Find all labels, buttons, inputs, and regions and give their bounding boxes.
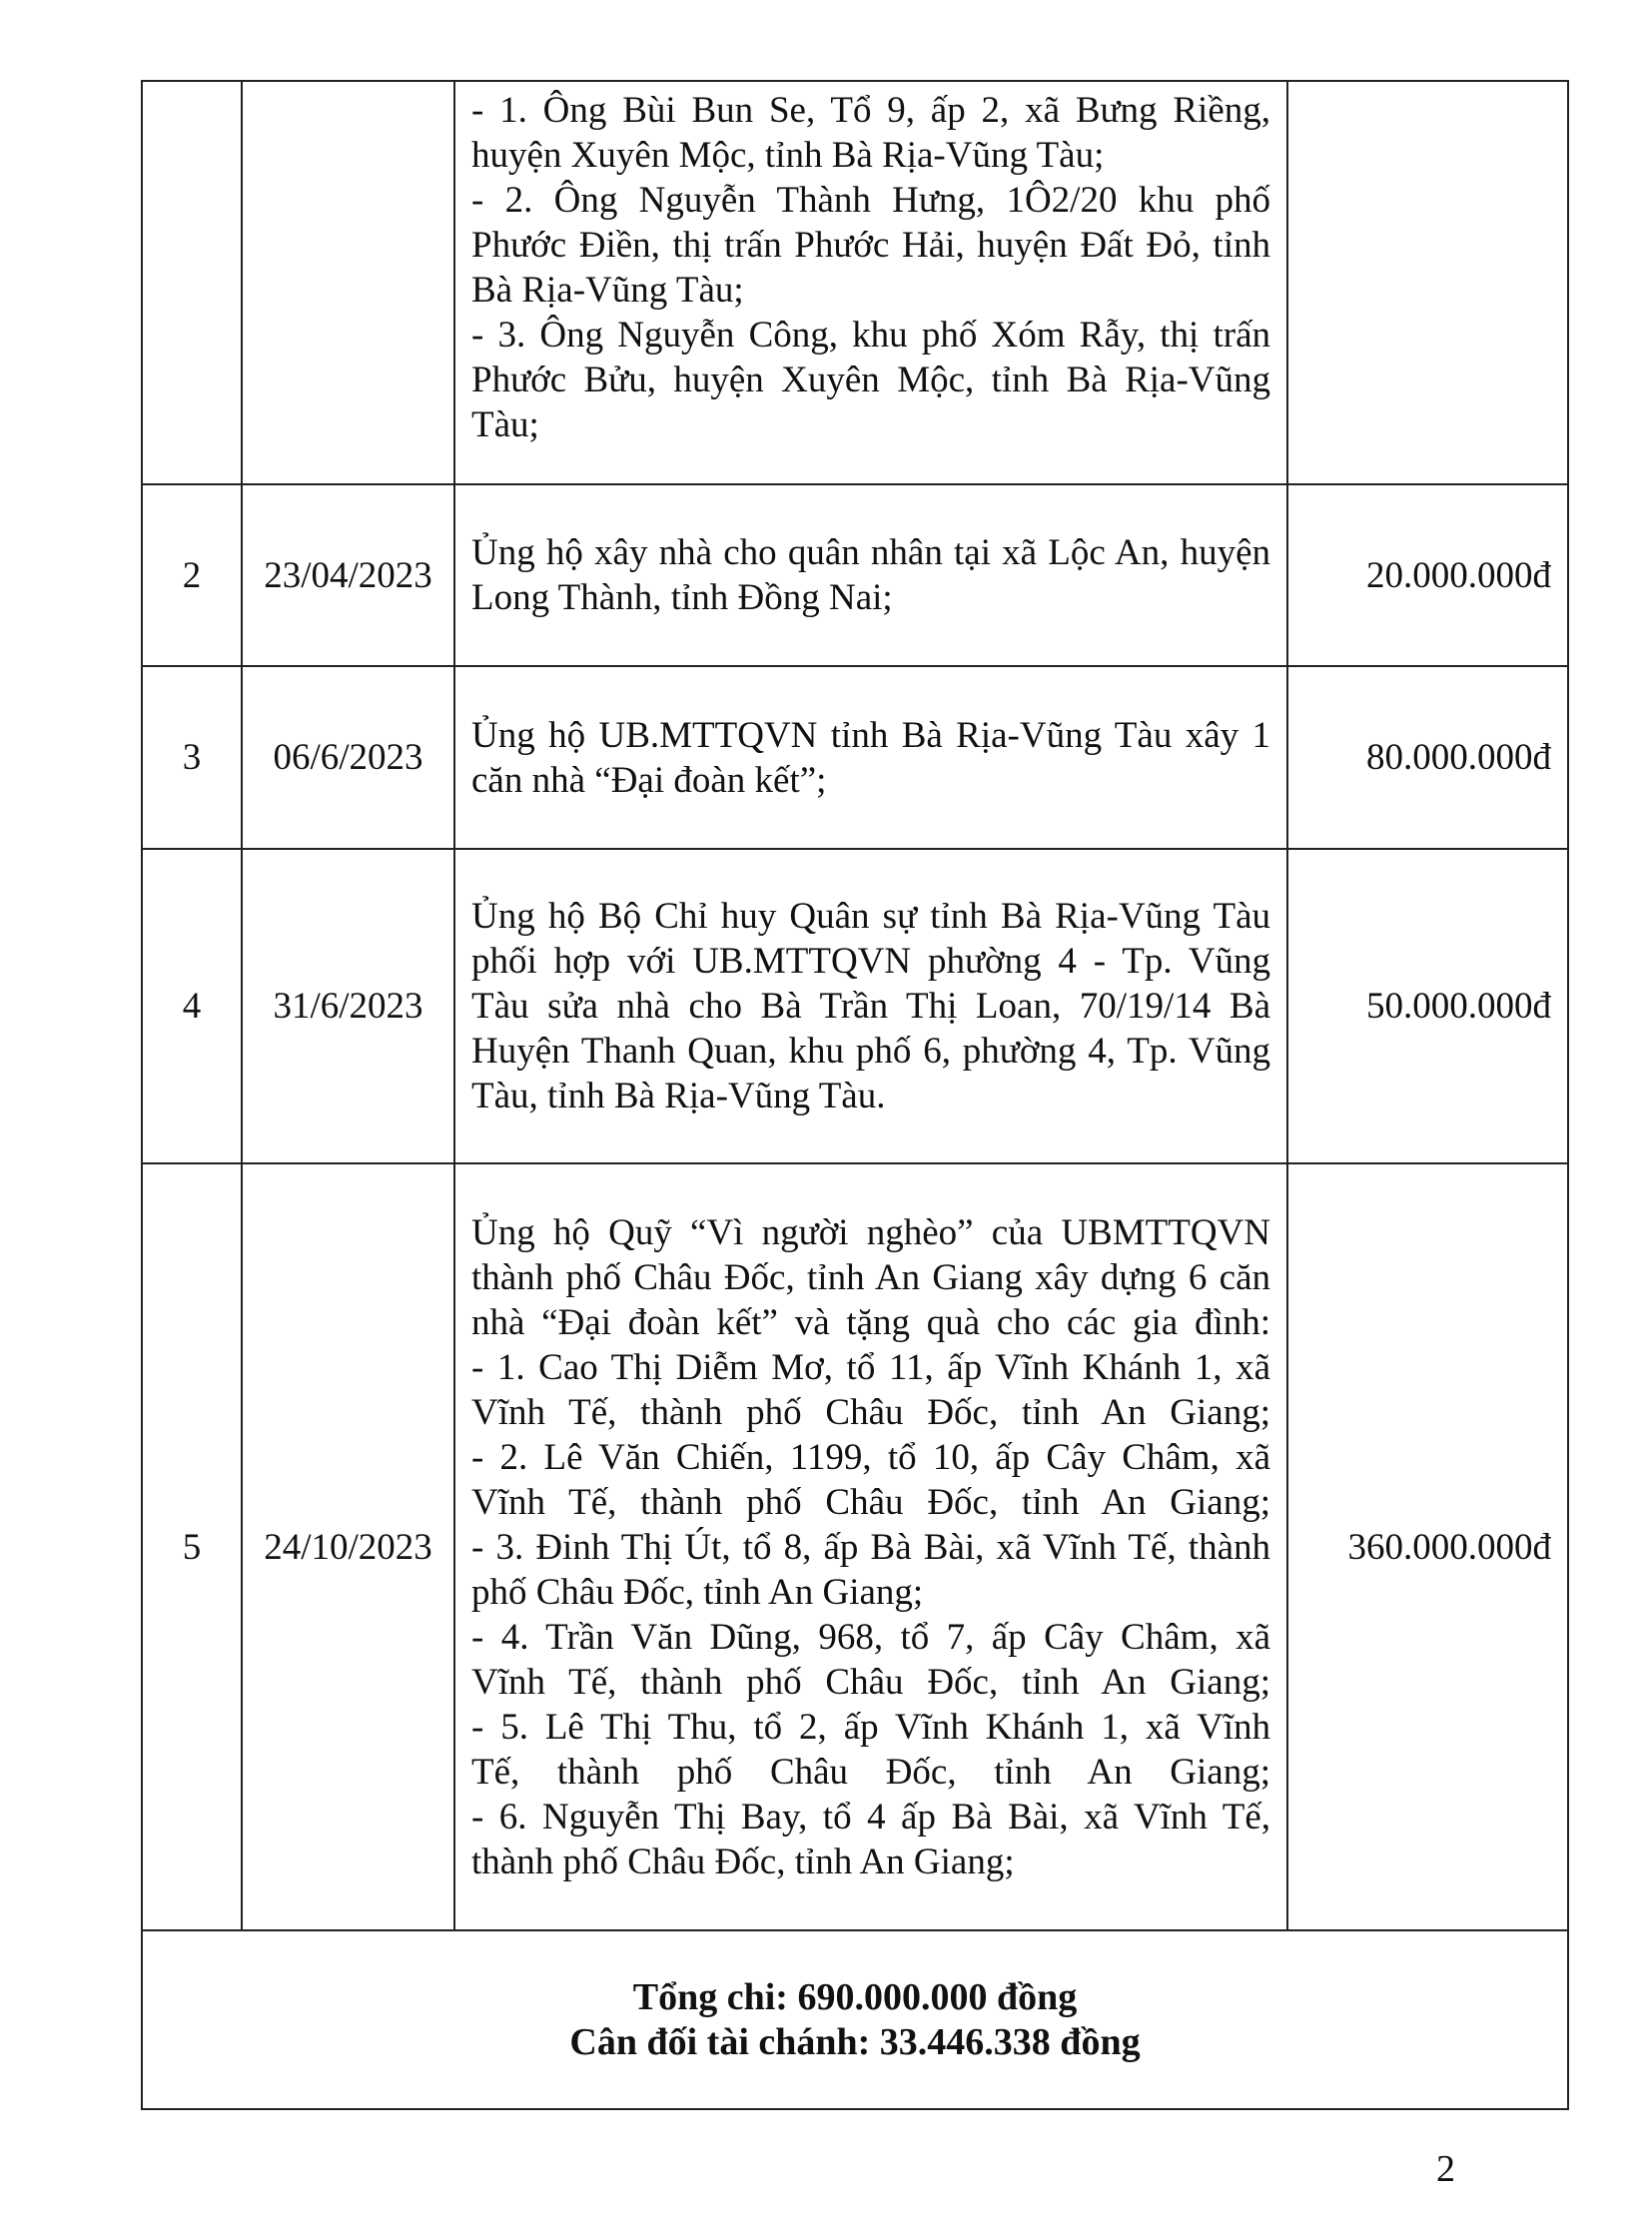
content-line: Vĩnh Tế, thành phố Châu Đốc, tỉnh An Giang; bbox=[471, 1391, 1270, 1433]
table-row bbox=[142, 666, 1568, 849]
row-content bbox=[454, 666, 1287, 849]
row-amount: 50.000.000đ bbox=[1287, 849, 1568, 1163]
row-amount: 80.000.000đ bbox=[1287, 666, 1568, 849]
table-row bbox=[142, 1163, 1568, 1930]
content-line: thành phố Châu Đốc, tỉnh An Giang; bbox=[471, 1841, 1015, 1882]
content-line: Tàu sửa nhà cho Bà Trần Thị Loan, 70/19/14 Bà bbox=[471, 986, 1270, 1027]
content-line: - 3. Đinh Thị Út, tổ 8, ấp Bà Bài, xã Vĩnh Tế, thành bbox=[471, 1526, 1270, 1568]
row-amount: 360.000.000đ bbox=[1287, 1163, 1568, 1930]
content-line: Tàu; bbox=[471, 404, 539, 445]
table-row bbox=[142, 484, 1568, 666]
expense-table bbox=[141, 80, 1569, 2110]
content-line: Huyện Thanh Quan, khu phố 6, phường 4, Tp. Vũng bbox=[471, 1031, 1270, 1072]
content-line: - 3. Ông Nguyễn Công, khu phố Xóm Rẫy, thị trấn bbox=[471, 315, 1270, 356]
content-line: Tế, thành phố Châu Đốc, tỉnh An Giang; bbox=[471, 1751, 1270, 1793]
content-line: Vĩnh Tế, thành phố Châu Đốc, tỉnh An Giang; bbox=[471, 1481, 1270, 1523]
content-line: - 5. Lê Thị Thu, tổ 2, ấp Vĩnh Khánh 1, xã Vĩnh bbox=[471, 1706, 1270, 1748]
table-row bbox=[142, 849, 1568, 1163]
content-line: - 4. Trần Văn Dũng, 968, tổ 7, ấp Cây Châm, xã bbox=[471, 1616, 1270, 1658]
row-amount: 20.000.000đ bbox=[1287, 484, 1568, 666]
content-line: Vĩnh Tế, thành phố Châu Đốc, tỉnh An Giang; bbox=[471, 1661, 1270, 1703]
financial-balance: Cân đối tài chánh: 33.446.338 đồng bbox=[569, 2020, 1141, 2063]
row-amount bbox=[1287, 81, 1568, 484]
content-line: Ủng hộ Bộ Chỉ huy Quân sự tỉnh Bà Rịa-Vũng Tàu bbox=[471, 896, 1270, 937]
row-content bbox=[454, 81, 1287, 484]
content-line: - 2. Lê Văn Chiến, 1199, tổ 10, ấp Cây Châm, xã bbox=[471, 1436, 1270, 1478]
row-content bbox=[454, 1163, 1287, 1930]
content-line: - 1. Ông Bùi Bun Se, Tổ 9, ấp 2, xã Bưng Riềng, bbox=[471, 90, 1270, 131]
row-date: 06/6/2023 bbox=[242, 666, 454, 849]
content-line: Phước Bửu, huyện Xuyên Mộc, tỉnh Bà Rịa-Vũng bbox=[471, 360, 1270, 400]
row-date: 31/6/2023 bbox=[242, 849, 454, 1163]
row-date bbox=[242, 81, 454, 484]
content-line: Ủng hộ xây nhà cho quân nhân tại xã Lộc An, huyện bbox=[471, 532, 1270, 573]
content-line: Ủng hộ Quỹ “Vì người nghèo” của UBMTTQVN bbox=[471, 1211, 1270, 1253]
content-line: nhà “Đại đoàn kết” và tặng quà cho các gia đình: bbox=[471, 1301, 1270, 1343]
content-line: Phước Điền, thị trấn Phước Hải, huyện Đất Đỏ, tỉnh bbox=[471, 225, 1270, 266]
content-line: Ủng hộ UB.MTTQVN tỉnh Bà Rịa-Vũng Tàu xây 1 bbox=[471, 714, 1270, 756]
content-line: Long Thành, tỉnh Đồng Nai; bbox=[471, 577, 893, 618]
summary-row bbox=[142, 1930, 1568, 2109]
row-content bbox=[454, 484, 1287, 666]
row-number: 3 bbox=[142, 666, 242, 849]
content-line: Bà Rịa-Vũng Tàu; bbox=[471, 270, 744, 311]
total-expense: Tổng chi: 690.000.000 đồng bbox=[632, 1975, 1078, 2018]
content-line: - 6. Nguyễn Thị Bay, tổ 4 ấp Bà Bài, xã Vĩnh Tế, bbox=[471, 1796, 1270, 1838]
summary-cell bbox=[142, 1930, 1568, 2109]
content-line: - 2. Ông Nguyễn Thành Hưng, 1Ô2/20 khu phố bbox=[471, 180, 1270, 221]
content-line: huyện Xuyên Mộc, tỉnh Bà Rịa-Vũng Tàu; bbox=[471, 135, 1105, 176]
row-number: 4 bbox=[142, 849, 242, 1163]
row-number: 5 bbox=[142, 1163, 242, 1930]
content-line: - 1. Cao Thị Diễm Mơ, tổ 11, ấp Vĩnh Khánh 1, xã bbox=[471, 1346, 1270, 1388]
content-line: căn nhà “Đại đoàn kết”; bbox=[471, 759, 827, 801]
content-line: phố Châu Đốc, tỉnh An Giang; bbox=[471, 1571, 924, 1613]
content-line: phối hợp với UB.MTTQVN phường 4 - Tp. Vũng bbox=[471, 941, 1270, 982]
row-date: 23/04/2023 bbox=[242, 484, 454, 666]
content-line: Tàu, tỉnh Bà Rịa-Vũng Tàu. bbox=[471, 1076, 886, 1116]
table-row bbox=[142, 81, 1568, 484]
content-line: thành phố Châu Đốc, tỉnh An Giang xây dựng 6 căn bbox=[471, 1256, 1270, 1298]
row-content bbox=[454, 849, 1287, 1163]
row-date: 24/10/2023 bbox=[242, 1163, 454, 1930]
row-number bbox=[142, 81, 242, 484]
row-number: 2 bbox=[142, 484, 242, 666]
page-number: 2 bbox=[1436, 2148, 1455, 2190]
